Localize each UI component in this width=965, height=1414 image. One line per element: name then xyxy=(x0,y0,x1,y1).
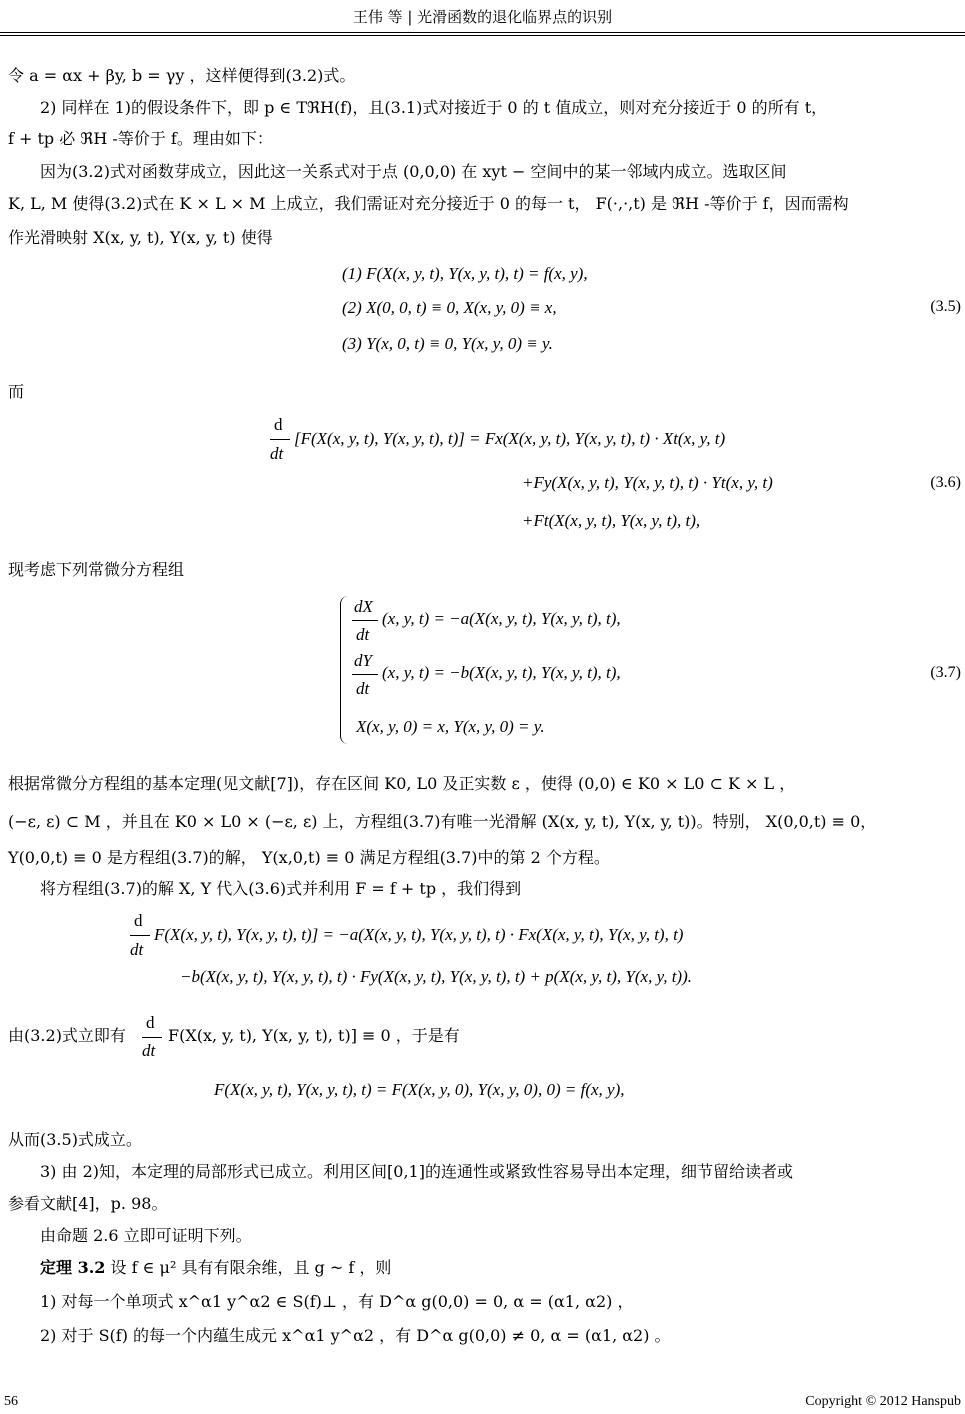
fraction-bar xyxy=(270,439,290,440)
equation-line: +Ft(X(x, y, t), Y(x, y, t), t), xyxy=(522,511,701,530)
equation-number: (3.6) xyxy=(930,474,961,491)
fraction-numerator: dX xyxy=(354,597,373,616)
fraction-denominator: dt xyxy=(270,444,284,463)
theorem-label: 定理 3.2 xyxy=(40,1258,106,1277)
text-line: 将方程组(3.7)的解 X, Y 代入(3.6)式并利用 F = f + tp ，我们得到 xyxy=(40,879,522,898)
fraction-denominator: dt xyxy=(130,940,144,959)
text-line: 作光滑映射 X(x, y, t), Y(x, y, t) 使得 xyxy=(8,228,273,247)
left-brace xyxy=(340,596,351,744)
text-line: (−ε, ε) ⊂ M ，并且在 K0 × L0 × (−ε, ε) 上，方程组(3.7)有唯一光滑解 (X(x, y, t), Y(x, y, t))。特别， X(0,0,t) ≡ 0， xyxy=(8,812,877,831)
text-line: 从而(3.5)式成立。 xyxy=(8,1130,142,1149)
text-line: 现考虑下列常微分方程组 xyxy=(8,560,185,579)
text-line: f + tp 必 ℜH -等价于 f。理由如下： xyxy=(8,129,273,148)
text-line: 3) 由 2)知，本定理的局部形式已成立。利用区间[0,1]的连通性或紧致性容易导出本定理，细节留给读者或 xyxy=(40,1162,793,1181)
equation-line: (3) Y(x, 0, t) ≡ 0, Y(x, y, 0) ≡ y. xyxy=(342,334,553,353)
equation-number: (3.5) xyxy=(930,298,961,315)
fraction-bar xyxy=(130,935,150,936)
header-rule xyxy=(0,32,965,33)
page-number: 56 xyxy=(4,1394,18,1409)
text-line: 因为(3.2)式对函数芽成立，因此这一关系式对于点 (0,0,0) 在 xyt − 空间中的某一邻域内成立。选取区间 xyxy=(40,162,787,181)
running-header: 王伟 等 | 光滑函数的退化临界点的识别 xyxy=(352,8,613,26)
equation-line: F(X(x, y, t), Y(x, y, t), t) = F(X(x, y, 0), Y(x, y, 0), 0) = f(x, y), xyxy=(214,1080,625,1099)
equation-line: −b(X(x, y, t), Y(x, y, t), t) · Fy(X(x, y, t), Y(x, y, t), t) + p(X(x, y, t), Y(x, y, t)). xyxy=(180,967,692,986)
fraction-bar xyxy=(352,620,378,621)
equation-number: (3.7) xyxy=(930,664,961,681)
fraction-denominator: dt xyxy=(356,625,370,644)
fraction-numerator: dY xyxy=(354,651,372,670)
fraction-bar xyxy=(142,1037,162,1038)
fraction-bar xyxy=(352,674,378,675)
equation-line: (x, y, t) = −b(X(x, y, t), Y(x, y, t), t), xyxy=(382,663,621,682)
text-line: 由命题 2.6 立即可证明下列。 xyxy=(40,1226,252,1245)
fraction-numerator: d xyxy=(274,415,283,434)
text-line: 2) 对于 S(f) 的每一个内蕴生成元 x^α1 y^α2 ，有 D^α g(0,0) ≠ 0, α = (α1, α2) 。 xyxy=(40,1326,671,1345)
text-line: 1) 对每一个单项式 x^α1 y^α2 ∈ S(f)⊥ ，有 D^α g(0,0) = 0, α = (α1, α2) ， xyxy=(40,1292,634,1311)
equation-line: +Fy(X(x, y, t), Y(x, y, t), t) · Yt(x, y, t) xyxy=(522,473,773,492)
copyright: Copyright © 2012 Hanspub xyxy=(805,1394,961,1409)
header-rule-2 xyxy=(0,35,965,36)
text-line: 令 a = αx + βy, b = γy ，这样便得到(3.2)式。 xyxy=(8,66,356,85)
text-line: 2) 同样在 1)的假设条件下，即 p ∈ TℜH(f)，且(3.1)式对接近于 0 的 t 值成立，则对充分接近于 0 的所有 t， xyxy=(40,98,828,117)
equation-line: (x, y, t) = −a(X(x, y, t), Y(x, y, t), t), xyxy=(382,609,621,628)
equation-line: F(X(x, y, t), Y(x, y, t), t)] = −a(X(x, y, t), Y(x, y, t), t) · Fx(X(x, y, t), Y(x, y, t), t) xyxy=(154,925,684,944)
text-line: 由(3.2)式立即有 xyxy=(8,1026,126,1045)
fraction-numerator: d xyxy=(146,1013,155,1032)
text-line: F(X(x, y, t), Y(x, y, t), t)] ≡ 0 ，于是有 xyxy=(168,1026,460,1045)
equation-line: (2) X(0, 0, t) ≡ 0, X(x, y, 0) ≡ x, xyxy=(342,298,557,317)
equation-line: (1) F(X(x, y, t), Y(x, y, t), t) = f(x, y), xyxy=(342,264,588,283)
theorem-line xyxy=(40,1256,960,1280)
fraction-numerator: d xyxy=(134,911,143,930)
fraction-denominator: dt xyxy=(142,1041,156,1060)
text-line: K, L, M 使得(3.2)式在 K × L × M 上成立，我们需证对充分接近于 0 的每一 t， F(·,·,t) 是 ℜH -等价于 f，因而需构 xyxy=(8,194,849,213)
fraction-denominator: dt xyxy=(356,679,370,698)
text-line: 参看文献[4]，p. 98。 xyxy=(8,1194,168,1213)
theorem-text: 设 f ∈ μ² 具有有限余维，且 g ~ f ，则 xyxy=(110,1258,392,1277)
text-line: Y(0,0,t) ≡ 0 是方程组(3.7)的解， Y(x,0,t) ≡ 0 满足方程组(3.7)中的第 2 个方程。 xyxy=(8,848,610,867)
equation-line: X(x, y, 0) = x, Y(x, y, 0) = y. xyxy=(356,717,545,736)
equation-line: [F(X(x, y, t), Y(x, y, t), t)] = Fx(X(x, y, t), Y(x, y, t), t) · Xt(x, y, t) xyxy=(294,429,726,448)
text-line: 而 xyxy=(8,382,25,401)
text-line: 根据常微分方程组的基本定理(见文献[7])，存在区间 K0, L0 及正实数 ε ，使得 (0,0) ∈ K0 × L0 ⊂ K × L ， xyxy=(8,774,796,793)
